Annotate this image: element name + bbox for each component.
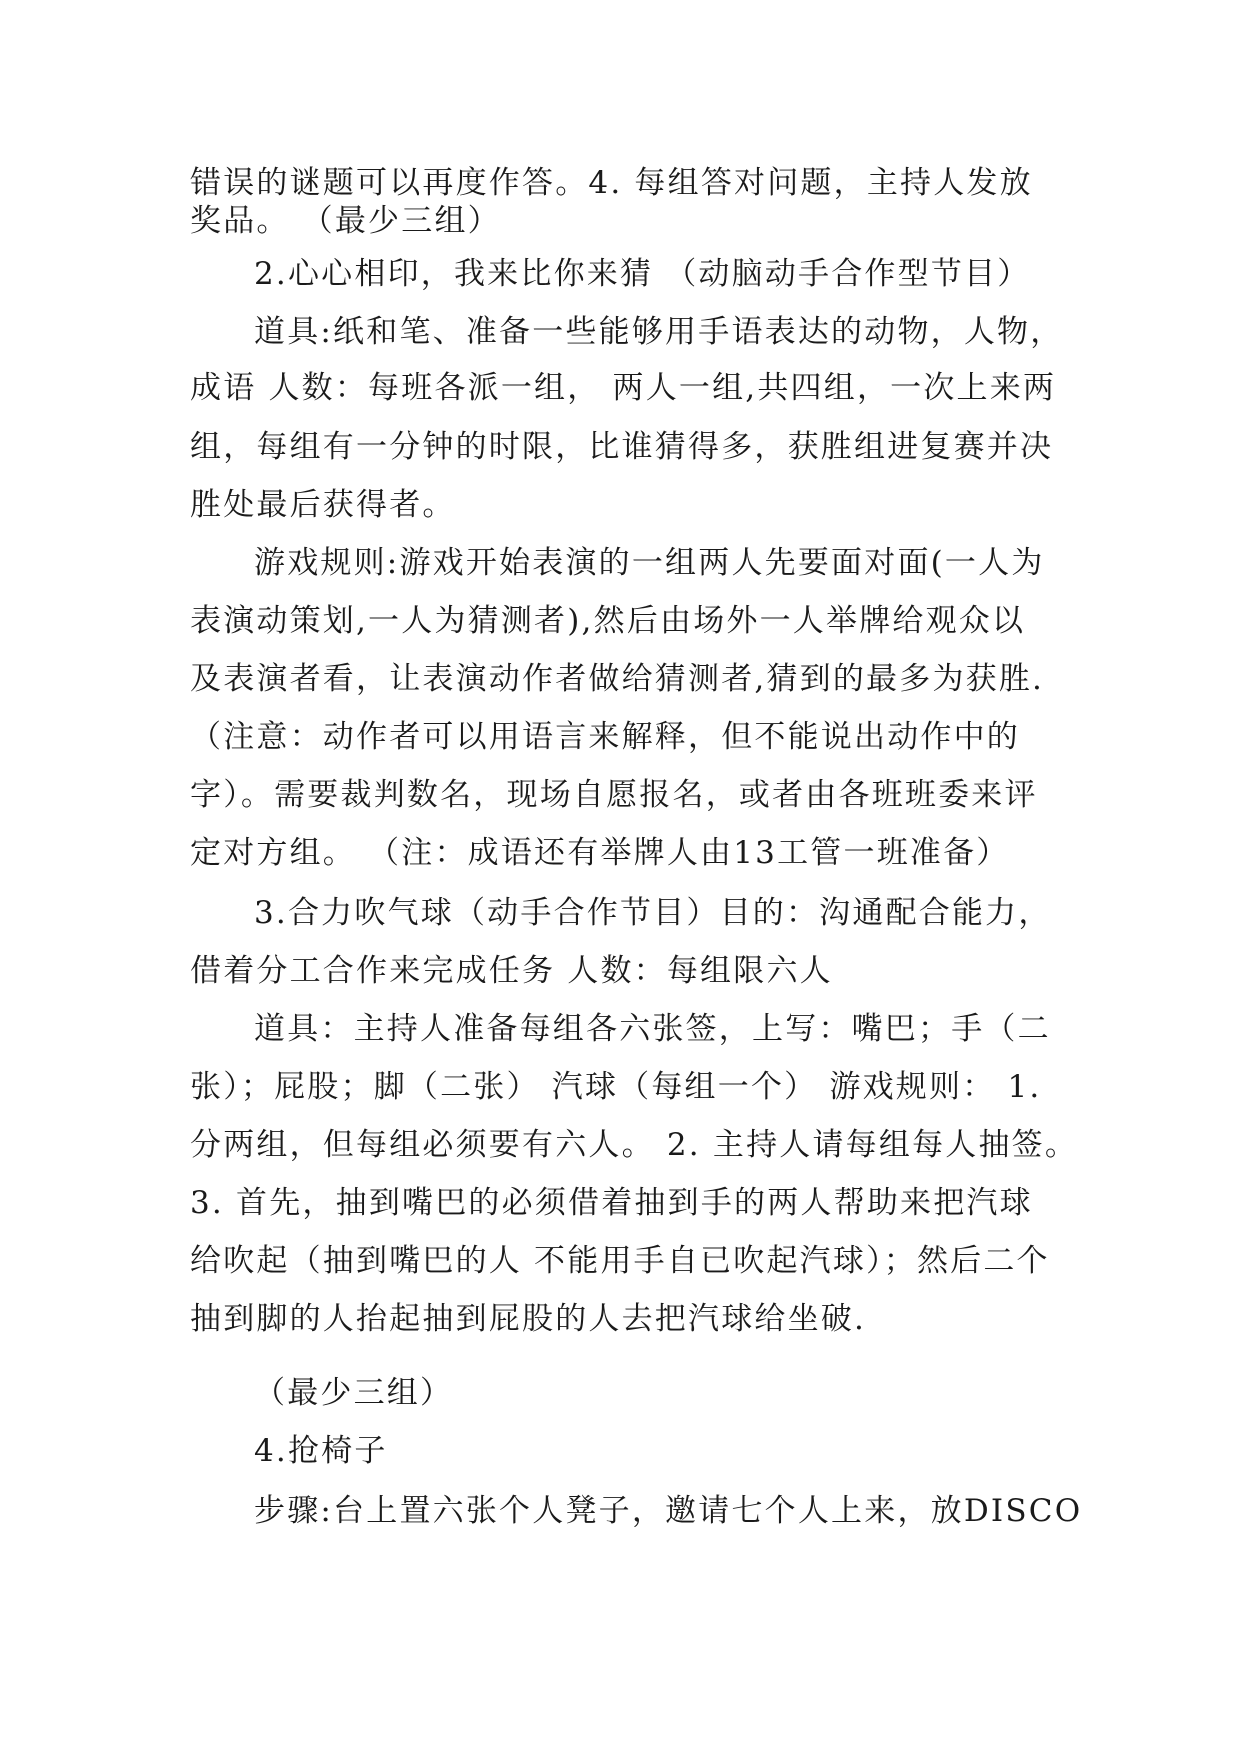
text-line: 胜处最后获得者。 bbox=[190, 487, 456, 523]
text-line: 借着分工合作来完成任务 人数：每组限六人 bbox=[190, 953, 833, 989]
text-line: 字）。需要裁判数名，现场自愿报名，或者由各班班委来评 bbox=[190, 777, 1038, 813]
section-heading: 4.抢椅子 bbox=[254, 1433, 388, 1469]
section-heading: 3.合力吹气球（动手合作节目）目的：沟通配合能力， bbox=[254, 895, 1052, 931]
text-line: 道具：主持人准备每组各六张签，上写：嘴巴；手（二 bbox=[254, 1011, 1051, 1047]
text-line: 及表演者看，让表演动作者做给猜测者,猜到的最多为获胜. bbox=[190, 661, 1045, 697]
text-line: 分两组，但每组必须要有六人。 2. 主持人请每组每人抽签。 bbox=[190, 1127, 1079, 1163]
text-line: 表演动策划,一人为猜测者),然后由场外一人举牌给观众以 bbox=[190, 603, 1026, 639]
text-line: 游戏规则:游戏开始表演的一组两人先要面对面(一人为 bbox=[254, 545, 1045, 581]
text-line: 给吹起（抽到嘴巴的人 不能用手自已吹起汽球）；然后二个 bbox=[190, 1243, 1050, 1279]
text-line: 错误的谜题可以再度作答。4. 每组答对问题，主持人发放 bbox=[190, 165, 1033, 201]
text-line: 奖品。 （最少三组） bbox=[190, 203, 501, 239]
text-line: 成语 人数：每班各派一组， 两人一组,共四组，一次上来两 bbox=[190, 370, 1057, 406]
text-line: 道具:纸和笔、准备一些能够用手语表达的动物，人物， bbox=[254, 314, 1064, 350]
text-line: （最少三组） bbox=[254, 1375, 454, 1411]
text-line: 张）；屁股；脚（二张） 汽球（每组一个） 游戏规则： 1. bbox=[190, 1069, 1042, 1105]
text-line: （注意：动作者可以用语言来解释，但不能说出动作中的 bbox=[190, 719, 1020, 755]
text-line: 抽到脚的人抬起抽到屁股的人去把汽球给坐破. bbox=[190, 1301, 867, 1337]
section-heading: 2.心心相印，我来比你来猜 （动脑动手合作型节目） bbox=[254, 256, 1031, 292]
text-line: 3. 首先，抽到嘴巴的必须借着抽到手的两人帮助来把汽球 bbox=[190, 1185, 1033, 1221]
text-line: 组，每组有一分钟的时限，比谁猜得多，获胜组进复赛并决 bbox=[190, 429, 1054, 465]
text-line: 步骤:台上置六张个人凳子，邀请七个人上来，放DISCO bbox=[254, 1493, 1083, 1529]
text-line: 定对方组。 （注：成语还有举牌人由13工管一班准备） bbox=[190, 835, 1010, 871]
